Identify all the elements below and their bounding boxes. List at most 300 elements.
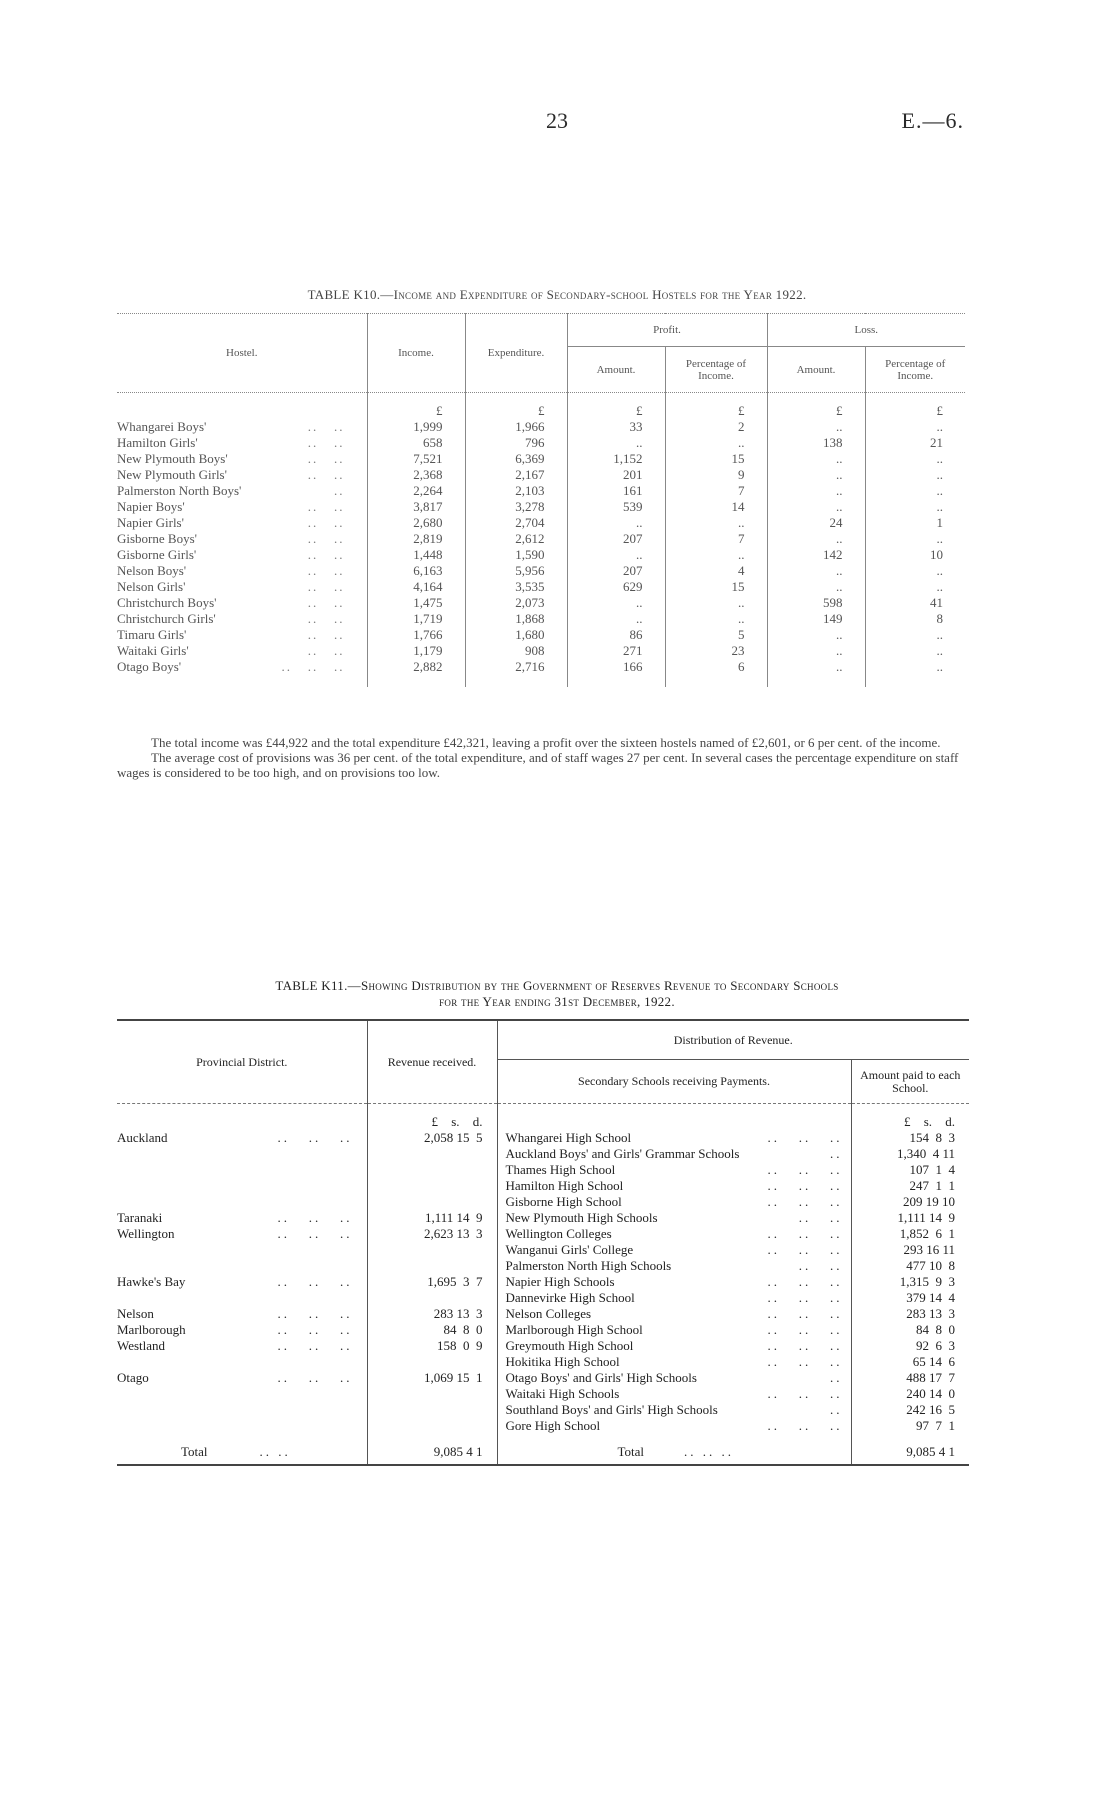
revenue-value [367, 1194, 497, 1210]
note-total-income: The total income was £44,922 and the total expenditure £42,321, leaving a profit over the sixteen hostels named of £2,601, or 6 per cent. of the income. [151, 735, 941, 750]
amount-value: 1,111 14 9 [851, 1210, 969, 1226]
currency-loss-pct: £ [865, 393, 965, 419]
leader-dots: .. .. [307, 450, 345, 466]
profit-amount: .. [567, 515, 665, 531]
leader-dots: .. .. [307, 562, 345, 578]
revenue-value [367, 1386, 497, 1402]
total-label: Total [181, 1443, 208, 1459]
leader-dots: .. .. .. [277, 1209, 353, 1225]
profit-amount: .. [567, 611, 665, 627]
leader-dots: .. .. .. [767, 1321, 843, 1337]
hostel-name: New Plymouth Boys' [117, 450, 228, 466]
leader-dots: .. .. .. [277, 1305, 353, 1321]
profit-percentage: .. [665, 547, 767, 563]
profit-amount: 207 [567, 563, 665, 579]
leader-dots: .. .. .. [281, 658, 345, 674]
profit-amount: 86 [567, 627, 665, 643]
table-k10-title [0, 287, 1114, 303]
leader-dots: .. .. .. [767, 1417, 843, 1433]
hostel-name: Nelson Boys' [117, 562, 187, 578]
amount-value: 283 13 3 [851, 1306, 969, 1322]
loss-amount: .. [767, 467, 865, 483]
leader-dots: .. .. .. [277, 1337, 353, 1353]
expenditure-value: 2,612 [465, 531, 567, 547]
leader-dots: .. .. [307, 514, 345, 530]
school-name: Auckland Boys' and Girls' Grammar Schools [505, 1145, 740, 1161]
profit-percentage: .. [665, 515, 767, 531]
table-row [117, 1322, 969, 1338]
table-row [117, 595, 965, 611]
income-value: 2,819 [367, 531, 465, 547]
loss-percentage: .. [865, 579, 965, 595]
header-amount-paid: Amount paid to each School. [851, 1060, 969, 1103]
leader-dots: .. .. [307, 418, 345, 434]
school-cell [497, 1194, 851, 1210]
school-cell [497, 1370, 851, 1386]
school-cell [497, 1258, 851, 1274]
table-row [117, 499, 965, 515]
school-cell [497, 1338, 851, 1354]
profit-percentage: 15 [665, 451, 767, 467]
amount-value: 1,852 6 1 [851, 1226, 969, 1242]
school-cell [497, 1178, 851, 1194]
profit-percentage: 14 [665, 499, 767, 515]
amount-value: 247 1 1 [851, 1178, 969, 1194]
total-label-cell [117, 1434, 367, 1465]
amount-value: 97 7 1 [851, 1418, 969, 1434]
units-shillings-amount: s. [923, 1113, 932, 1129]
income-value: 3,817 [367, 499, 465, 515]
revenue-value [367, 1258, 497, 1274]
hostel-name: Timaru Girls' [117, 626, 187, 642]
school-cell [497, 1146, 851, 1162]
revenue-value: 283 13 3 [367, 1306, 497, 1322]
loss-percentage: 1 [865, 515, 965, 531]
table-row [117, 643, 965, 659]
loss-percentage: .. [865, 451, 965, 467]
loss-amount: .. [767, 643, 865, 659]
amount-value: 1,315 9 3 [851, 1274, 969, 1290]
table-row [117, 1226, 969, 1242]
school-cell [497, 1306, 851, 1322]
district-cell [117, 1402, 367, 1418]
table-k11-title [0, 978, 1114, 1010]
table-k11-title-line2: for the Year ending 31st December, 1922. [439, 994, 675, 1009]
loss-percentage: .. [865, 563, 965, 579]
leader-dots: .. .. .. [277, 1129, 353, 1145]
table-k10 [117, 313, 965, 687]
leader-dots: .. .. .. [767, 1337, 843, 1353]
loss-amount: .. [767, 531, 865, 547]
total-school-dots: .. .. .. [684, 1443, 735, 1459]
profit-percentage: 4 [665, 563, 767, 579]
profit-amount: 271 [567, 643, 665, 659]
district-name: Nelson [117, 1305, 154, 1321]
leader-dots: .. .. [798, 1257, 843, 1273]
leader-dots: .. .. .. [767, 1241, 843, 1257]
school-name: Whangarei High School [505, 1129, 632, 1145]
loss-percentage: .. [865, 531, 965, 547]
units-pence-amount: d. [945, 1113, 955, 1129]
loss-percentage: .. [865, 419, 965, 435]
profit-percentage: 7 [665, 483, 767, 499]
header-profit-percentage: Percentage of Income. [665, 347, 767, 392]
school-name: Marlborough High School [505, 1321, 643, 1337]
district-name: Marlborough [117, 1321, 186, 1337]
school-name: Hokitika High School [505, 1353, 620, 1369]
table-row [117, 1274, 969, 1290]
loss-amount: .. [767, 483, 865, 499]
profit-percentage: 2 [665, 419, 767, 435]
amount-value: 92 6 3 [851, 1338, 969, 1354]
profit-amount: 166 [567, 659, 665, 675]
profit-amount: .. [567, 435, 665, 451]
revenue-value [367, 1146, 497, 1162]
currency-loss-amount: £ [767, 393, 865, 419]
expenditure-value: 2,704 [465, 515, 567, 531]
profit-percentage: 15 [665, 579, 767, 595]
table-row [117, 1418, 969, 1434]
leader-dots: .. .. .. [277, 1273, 353, 1289]
header-profit: Profit. [567, 314, 767, 347]
district-cell [117, 1338, 367, 1354]
profit-percentage: 9 [665, 467, 767, 483]
currency-income: £ [367, 393, 465, 419]
hostel-cell [117, 451, 367, 467]
leader-dots: .. .. .. [277, 1225, 353, 1241]
profit-amount: .. [567, 547, 665, 563]
district-cell [117, 1418, 367, 1434]
header-distribution: Distribution of Revenue. [497, 1020, 969, 1060]
expenditure-value: 1,590 [465, 547, 567, 563]
amount-value: 379 14 4 [851, 1290, 969, 1306]
amount-value: 154 8 3 [851, 1130, 969, 1146]
expenditure-value: 3,278 [465, 499, 567, 515]
district-name: Westland [117, 1337, 166, 1353]
leader-dots: .. .. .. [277, 1321, 353, 1337]
income-value: 1,999 [367, 419, 465, 435]
revenue-value: 1,069 15 1 [367, 1370, 497, 1386]
leader-dots: .. .. [307, 498, 345, 514]
hostel-cell [117, 595, 367, 611]
hostel-cell [117, 563, 367, 579]
loss-amount: .. [767, 563, 865, 579]
total-amount: 9,085 4 1 [851, 1434, 969, 1465]
income-value: 2,368 [367, 467, 465, 483]
table-row [117, 1162, 969, 1178]
loss-percentage: .. [865, 643, 965, 659]
leader-dots: .. .. .. [767, 1161, 843, 1177]
district-cell [117, 1226, 367, 1242]
units-pounds-amount: £ [903, 1113, 911, 1129]
leader-dots: .. .. [307, 594, 345, 610]
leader-dots: .. .. .. [767, 1305, 843, 1321]
leader-dots: .. .. [307, 466, 345, 482]
school-name: Hamilton High School [505, 1177, 624, 1193]
table-row [117, 451, 965, 467]
district-name: Auckland [117, 1129, 168, 1145]
school-cell [497, 1210, 851, 1226]
district-cell [117, 1162, 367, 1178]
amount-value: 84 8 0 [851, 1322, 969, 1338]
revenue-value: 2,623 13 3 [367, 1226, 497, 1242]
school-name: New Plymouth High Schools [505, 1209, 658, 1225]
district-cell [117, 1210, 367, 1226]
loss-amount: 149 [767, 611, 865, 627]
loss-percentage: 8 [865, 611, 965, 627]
leader-dots: .. .. [307, 530, 345, 546]
school-cell [497, 1418, 851, 1434]
leader-dots: .. .. [307, 610, 345, 626]
hostel-cell [117, 547, 367, 563]
district-name: Wellington [117, 1225, 175, 1241]
expenditure-value: 5,956 [465, 563, 567, 579]
school-name: Napier High Schools [505, 1273, 615, 1289]
loss-percentage: .. [865, 627, 965, 643]
district-cell [117, 1306, 367, 1322]
header-loss-percentage: Percentage of Income. [865, 347, 965, 392]
total-dots: .. .. [259, 1443, 291, 1459]
hostel-cell [117, 531, 367, 547]
table-row [117, 1130, 969, 1146]
table-k10-title-prefix: TABLE K10.— [307, 287, 394, 302]
school-cell [497, 1130, 851, 1146]
table-row [117, 467, 965, 483]
currency-profit-amount: £ [567, 393, 665, 419]
hostel-name: Napier Girls' [117, 514, 184, 530]
income-value: 658 [367, 435, 465, 451]
document-reference: E.—6. [901, 108, 964, 133]
district-cell [117, 1130, 367, 1146]
table-row [117, 1402, 969, 1418]
income-value: 6,163 [367, 563, 465, 579]
units-pence: d. [472, 1113, 483, 1129]
school-name: Palmerston North High Schools [505, 1257, 672, 1273]
profit-percentage: 23 [665, 643, 767, 659]
school-name: Gore High School [505, 1417, 601, 1433]
school-cell [497, 1274, 851, 1290]
table-row [117, 1258, 969, 1274]
header-revenue: Revenue received. [367, 1020, 497, 1103]
profit-amount: 161 [567, 483, 665, 499]
amount-value: 488 17 7 [851, 1370, 969, 1386]
school-cell [497, 1162, 851, 1178]
district-name: Hawke's Bay [117, 1273, 186, 1289]
header-profit-amount: Amount. [567, 347, 665, 392]
leader-dots: .. [830, 1401, 843, 1417]
table-k11-title-prefix: TABLE K11.— [275, 978, 361, 993]
loss-percentage: .. [865, 467, 965, 483]
amount-value: 242 16 5 [851, 1402, 969, 1418]
revenue-value: 2,058 15 5 [367, 1130, 497, 1146]
profit-percentage: .. [665, 595, 767, 611]
table-row [117, 483, 965, 499]
profit-amount: 207 [567, 531, 665, 547]
hostel-name: New Plymouth Girls' [117, 466, 227, 482]
header-loss: Loss. [767, 314, 965, 347]
district-cell [117, 1146, 367, 1162]
table-row [117, 1178, 969, 1194]
income-value: 2,882 [367, 659, 465, 675]
school-name: Waitaki High Schools [505, 1385, 620, 1401]
leader-dots: .. .. [307, 578, 345, 594]
revenue-value [367, 1162, 497, 1178]
hostel-cell [117, 643, 367, 659]
leader-dots: .. .. .. [767, 1129, 843, 1145]
table-row [117, 611, 965, 627]
school-name: Greymouth High School [505, 1337, 634, 1353]
revenue-value [367, 1290, 497, 1306]
leader-dots: .. .. .. [767, 1273, 843, 1289]
hostel-name: Waitaki Girls' [117, 642, 189, 658]
income-value: 1,448 [367, 547, 465, 563]
hostel-cell [117, 435, 367, 451]
hostel-name: Hamilton Girls' [117, 434, 198, 450]
school-name: Gisborne High School [505, 1193, 622, 1209]
hostel-name: Nelson Girls' [117, 578, 186, 594]
revenue-value: 84 8 0 [367, 1322, 497, 1338]
district-cell [117, 1194, 367, 1210]
units-pounds: £ [431, 1113, 438, 1129]
income-value: 1,475 [367, 595, 465, 611]
loss-percentage: 41 [865, 595, 965, 611]
amount-value: 477 10 8 [851, 1258, 969, 1274]
header-schools: Secondary Schools receiving Payments. [497, 1060, 851, 1103]
table-row [117, 1386, 969, 1402]
district-cell [117, 1178, 367, 1194]
income-value: 4,164 [367, 579, 465, 595]
district-cell [117, 1258, 367, 1274]
table-row [117, 419, 965, 435]
profit-percentage: 6 [665, 659, 767, 675]
hostel-cell [117, 419, 367, 435]
school-cell [497, 1242, 851, 1258]
hostel-name: Christchurch Boys' [117, 594, 217, 610]
table-row [117, 1146, 969, 1162]
table-row [117, 1242, 969, 1258]
income-value: 1,179 [367, 643, 465, 659]
loss-amount: 598 [767, 595, 865, 611]
income-value: 1,719 [367, 611, 465, 627]
total-school-label: Total [617, 1443, 645, 1459]
hostel-name: Otago Boys' [117, 658, 182, 674]
table-row [117, 515, 965, 531]
income-value: 2,680 [367, 515, 465, 531]
hostel-cell [117, 515, 367, 531]
loss-percentage: 10 [865, 547, 965, 563]
income-value: 1,766 [367, 627, 465, 643]
school-name: Southland Boys' and Girls' High Schools [505, 1401, 718, 1417]
table-row [117, 1370, 969, 1386]
loss-amount: 142 [767, 547, 865, 563]
header-hostel: Hostel. [117, 314, 367, 393]
total-school-cell [497, 1434, 851, 1465]
leader-dots: .. .. .. [767, 1353, 843, 1369]
hostel-cell [117, 579, 367, 595]
school-cell [497, 1322, 851, 1338]
district-name: Otago [117, 1369, 149, 1385]
profit-amount: .. [567, 595, 665, 611]
revenue-value [367, 1178, 497, 1194]
header-loss-amount: Amount. [767, 347, 865, 392]
hostel-cell [117, 499, 367, 515]
table-row [117, 1290, 969, 1306]
loss-amount: .. [767, 499, 865, 515]
school-name: Nelson Colleges [505, 1305, 592, 1321]
profit-amount: 1,152 [567, 451, 665, 467]
school-cell [497, 1290, 851, 1306]
district-cell [117, 1386, 367, 1402]
header-expenditure: Expenditure. [465, 314, 567, 393]
leader-dots: .. [334, 482, 345, 498]
table-row [117, 563, 965, 579]
leader-dots: .. .. .. [767, 1177, 843, 1193]
school-name: Thames High School [505, 1161, 616, 1177]
expenditure-value: 1,966 [465, 419, 567, 435]
profit-percentage: 7 [665, 531, 767, 547]
leader-dots: .. .. .. [767, 1193, 843, 1209]
hostel-cell [117, 627, 367, 643]
table-row [117, 659, 965, 675]
table-row [117, 1354, 969, 1370]
leader-dots: .. .. [307, 434, 345, 450]
leader-dots: .. .. .. [767, 1289, 843, 1305]
school-name: Wellington Colleges [505, 1225, 612, 1241]
hostel-cell [117, 467, 367, 483]
loss-amount: .. [767, 451, 865, 467]
loss-amount: 24 [767, 515, 865, 531]
revenue-value [367, 1418, 497, 1434]
table-row [117, 435, 965, 451]
leader-dots: .. .. .. [767, 1225, 843, 1241]
profit-amount: 539 [567, 499, 665, 515]
hostel-name: Palmerston North Boys' [117, 482, 242, 498]
table-row [117, 547, 965, 563]
units-shillings: s. [451, 1113, 460, 1129]
amount-value: 240 14 0 [851, 1386, 969, 1402]
leader-dots: .. .. .. [767, 1385, 843, 1401]
district-cell [117, 1370, 367, 1386]
district-cell [117, 1242, 367, 1258]
school-name: Otago Boys' and Girls' High Schools [505, 1369, 697, 1385]
expenditure-value: 796 [465, 435, 567, 451]
profit-percentage: .. [665, 611, 767, 627]
expenditure-value: 2,716 [465, 659, 567, 675]
table-k10-title-text: Income and Expenditure of Secondary-school Hostels for the Year 1922. [393, 287, 807, 302]
expenditure-value: 908 [465, 643, 567, 659]
currency-expenditure: £ [465, 393, 567, 419]
profit-percentage: 5 [665, 627, 767, 643]
amount-value: 107 1 4 [851, 1162, 969, 1178]
hostel-cell [117, 483, 367, 499]
expenditure-value: 1,680 [465, 627, 567, 643]
expenditure-value: 2,073 [465, 595, 567, 611]
amount-units [851, 1104, 969, 1130]
amount-value: 209 19 10 [851, 1194, 969, 1210]
amount-value: 65 14 6 [851, 1354, 969, 1370]
header-district: Provincial District. [196, 1054, 288, 1069]
revenue-value [367, 1402, 497, 1418]
expenditure-value: 6,369 [465, 451, 567, 467]
district-name: Taranaki [117, 1209, 163, 1225]
district-cell [117, 1322, 367, 1338]
district-cell [117, 1274, 367, 1290]
leader-dots: .. [830, 1369, 843, 1385]
profit-percentage: .. [665, 435, 767, 451]
table-row [117, 627, 965, 643]
hostel-name: Gisborne Boys' [117, 530, 197, 546]
leader-dots: .. .. [307, 626, 345, 642]
